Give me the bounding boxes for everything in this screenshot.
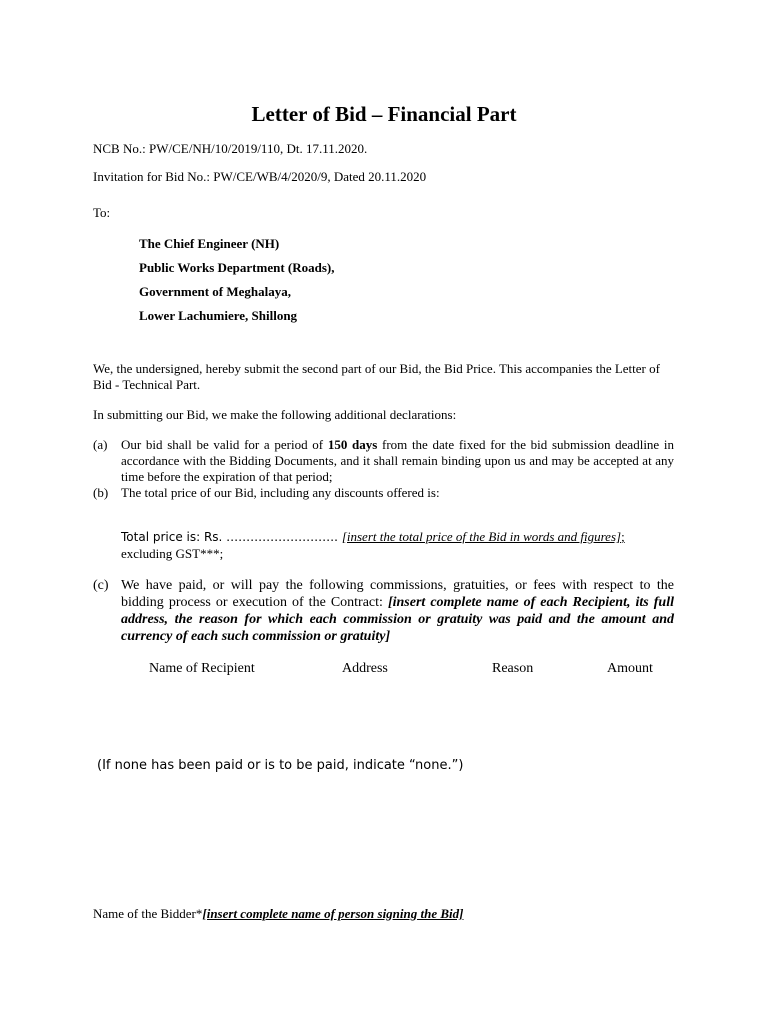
address-line-3: Government of Meghalaya, xyxy=(139,284,292,299)
item-a-text xyxy=(121,437,674,485)
total-price-suffix: ; xyxy=(621,529,625,544)
item-c-text-main: We have paid, or will pay the following commissions, gratuities, or fees with respect to the bidding process or execution of the Contract: xyxy=(121,578,674,610)
to-label: To: xyxy=(93,205,111,220)
column-header-amount: Amount xyxy=(607,661,653,676)
ncb-number: NCB No.: PW/CE/NH/10/2019/110, Dt. 17.11.2020. xyxy=(93,141,368,156)
gst-note: excluding GST***; xyxy=(121,546,224,561)
item-c-text xyxy=(121,577,674,645)
bidder-instruction: [insert complete name of person signing the Bid] xyxy=(202,906,464,921)
bidder-name-line xyxy=(93,906,463,922)
item-b-text: The total price of our Bid, including any discounts offered is: xyxy=(121,485,440,500)
address-line-2: Public Works Department (Roads), xyxy=(139,260,335,275)
item-c-label: (c) xyxy=(93,578,109,593)
address-line-1: The Chief Engineer (NH) xyxy=(139,236,280,251)
column-header-reason: Reason xyxy=(492,661,534,676)
validity-period: 150 days xyxy=(327,437,378,452)
item-b-label: (b) xyxy=(93,485,109,500)
total-price-line xyxy=(121,529,625,545)
declarations-intro: In submitting our Bid, we make the following additional declarations: xyxy=(93,407,457,422)
item-a-label: (a) xyxy=(93,437,108,452)
document-title: Letter of Bid – Financial Part xyxy=(251,102,517,126)
item-a-text-after: from the date fixed for the bid submission deadline in accordance with the Bidding Documents, and it shall remain binding upon us and may be accepted at any time before the expiration of that period; xyxy=(121,437,674,484)
total-price-instruction: [insert the total price of the Bid in words and figures] xyxy=(341,529,622,544)
column-header-name-of-recipient: Name of Recipient xyxy=(149,661,255,676)
invitation-for-bid-number: Invitation for Bid No.: PW/CE/WB/4/2020/9, Dated 20.11.2020 xyxy=(93,169,427,184)
bidder-label: Name of the Bidder* xyxy=(93,906,203,921)
address-line-4: Lower Lachumiere, Shillong xyxy=(139,308,298,323)
column-header-address: Address xyxy=(342,661,388,676)
item-a-text-before: Our bid shall be valid for a period of xyxy=(121,437,328,452)
item-c-instruction: [insert complete name of each Recipient, its full address, the reason for which each commission or gratuity was paid and the amount and currency of each such commission or gratuity] xyxy=(121,595,674,644)
intro-paragraph: We, the undersigned, hereby submit the second part of our Bid, the Bid Price. This accompanies the Letter of Bid - Technical Part. xyxy=(93,361,660,392)
none-note: (If none has been paid or is to be paid, indicate “none.”) xyxy=(97,758,464,773)
total-price-prefix: Total price is: Rs. ………………………. xyxy=(121,530,342,544)
